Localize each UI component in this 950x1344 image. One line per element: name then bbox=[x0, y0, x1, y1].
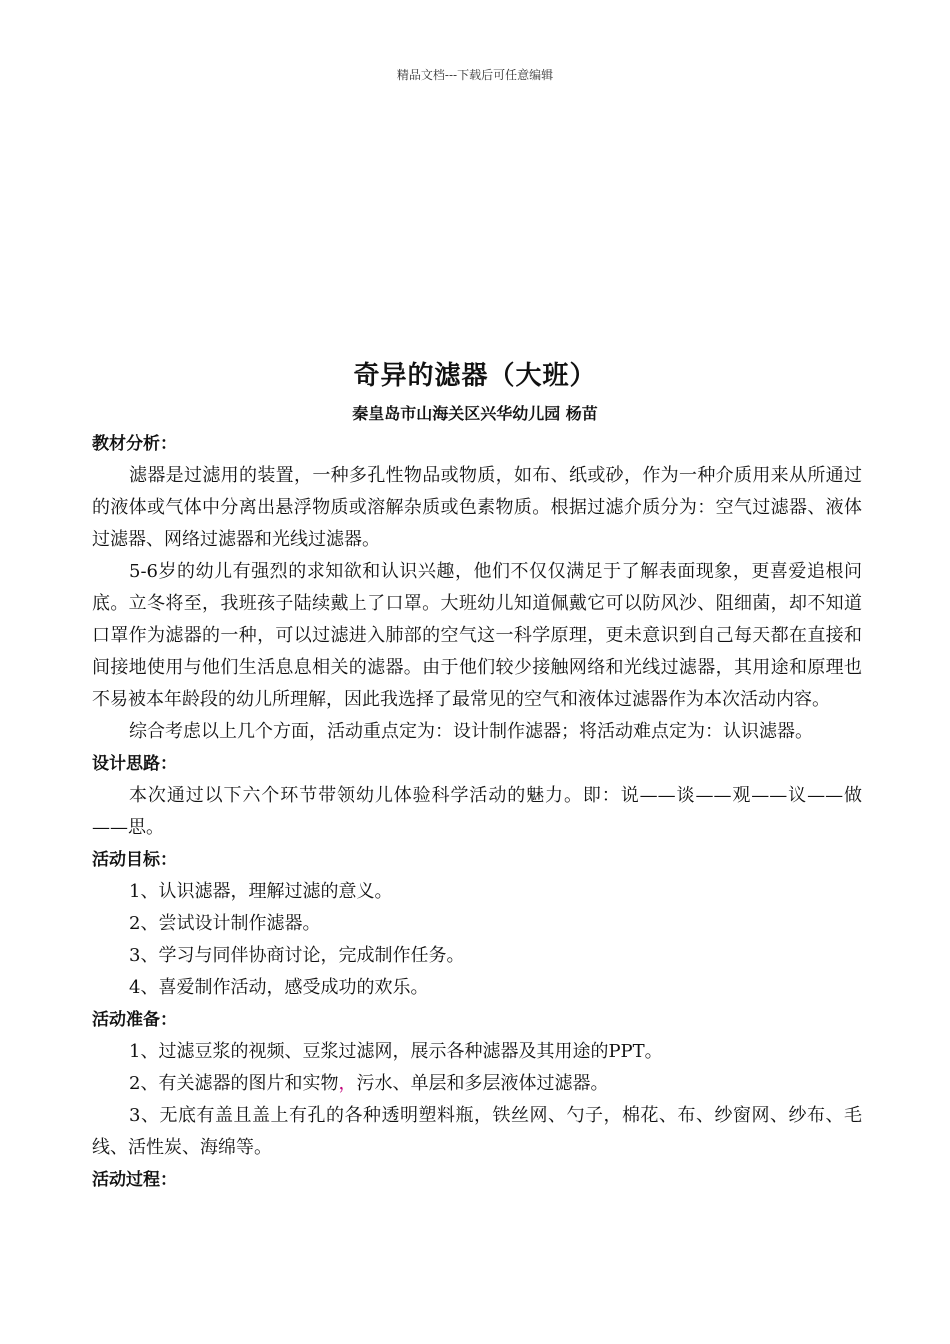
list-item bbox=[92, 1068, 862, 1100]
list-item-text: 2、有关滤器的图片和实物 bbox=[129, 1073, 339, 1094]
highlighted-comma: ， bbox=[338, 1073, 357, 1094]
paragraph: 滤器是过滤用的装置，一种多孔性物品或物质，如布、纸或砂，作为一种介质用来从所通过的液体或气体中分离出悬浮物质或溶解杂质或色素物质。根据过滤介质分为：空气过滤器、液体过滤器、网络过滤器和光线过滤器。 bbox=[92, 465, 862, 550]
list-item: 1、过滤豆浆的视频、豆浆过滤网，展示各种滤器及其用途的PPT。 bbox=[129, 1041, 663, 1062]
list-item: 2、尝试设计制作滤器。 bbox=[129, 913, 321, 934]
author-line: 秦皇岛市山海关区兴华幼儿园 杨苗 bbox=[352, 404, 598, 423]
paragraph: 本次通过以下六个环节带领幼儿体验科学活动的魅力。即：说——谈——观——议——做——思。 bbox=[92, 785, 862, 838]
section-heading-goals: 活动目标： bbox=[92, 850, 177, 870]
document-title: 奇异的滤器（大班） bbox=[353, 361, 597, 391]
section-heading-design-idea: 设计思路： bbox=[92, 754, 177, 774]
section-heading-preparation: 活动准备： bbox=[92, 1010, 177, 1030]
document-body bbox=[92, 428, 862, 1196]
section-heading-process: 活动过程： bbox=[92, 1170, 177, 1190]
section-heading-material-analysis: 教材分析： bbox=[92, 434, 177, 454]
paragraph: 5-6岁的幼儿有强烈的求知欲和认识兴趣，他们不仅仅满足于了解表面现象，更喜爱追根问底。立冬将至，我班孩子陆续戴上了口罩。大班幼儿知道佩戴它可以防风沙、阻细菌，却不知道口罩作为滤器的一种，可以过滤进入肺部的空气这一科学原理，更未意识到自己每天都在直接和间接地使用与他们生活息息相关的滤器。由于他们较少接触网络和光线过滤器，其用途和原理也不易被本年龄段的幼儿所理解，因此我选择了最常见的空气和液体过滤器作为本次活动内容。 bbox=[92, 561, 862, 710]
list-item: 3、学习与同伴协商讨论，完成制作任务。 bbox=[129, 945, 465, 966]
list-item: 1、认识滤器，理解过滤的意义。 bbox=[129, 881, 393, 902]
paragraph: 综合考虑以上几个方面，活动重点定为：设计制作滤器；将活动难点定为：认识滤器。 bbox=[129, 721, 813, 742]
header-note: 精品文档---下载后可任意编辑 bbox=[396, 68, 554, 82]
list-item: 3、无底有盖且盖上有孔的各种透明塑料瓶，铁丝网、勺子，棉花、布、纱窗网、纱布、毛线、活性炭、海绵等。 bbox=[92, 1105, 862, 1158]
list-item: 4、喜爱制作活动，感受成功的欢乐。 bbox=[129, 977, 429, 998]
list-item-text: 污水、单层和多层液体过滤器。 bbox=[356, 1073, 609, 1094]
